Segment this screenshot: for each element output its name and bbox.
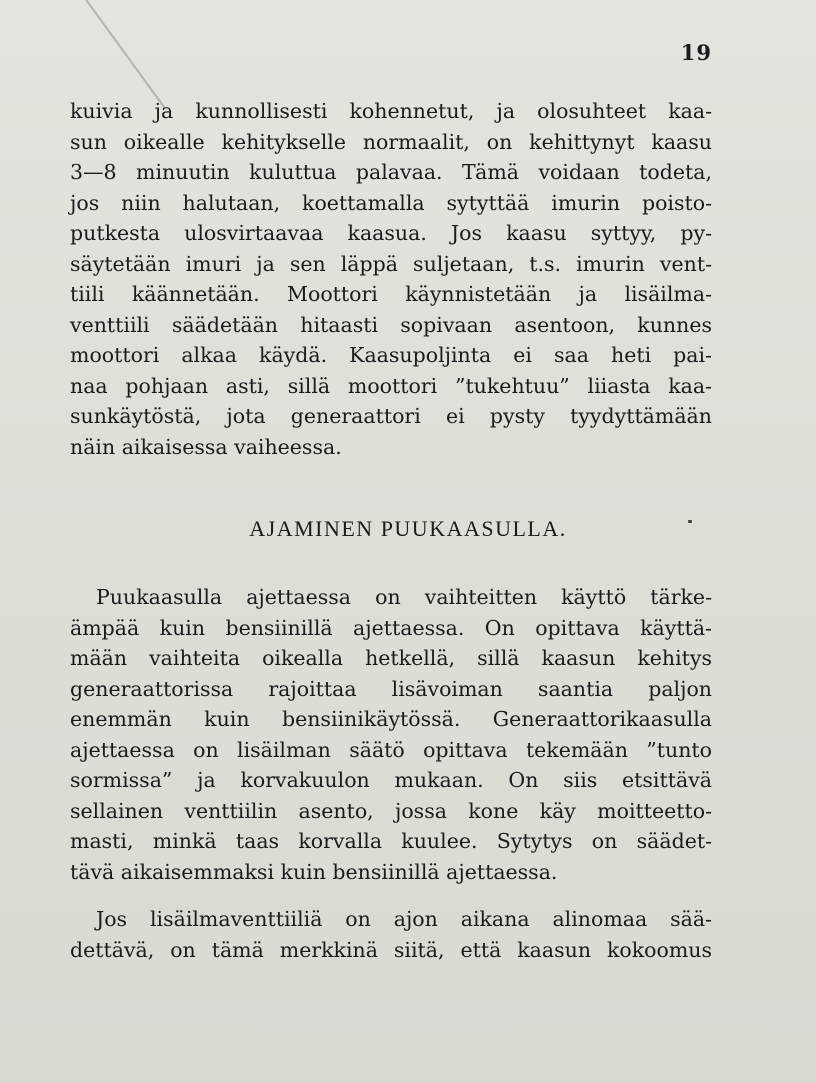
text-line: masti, minkä taas korvalla kuulee. Sytytys on säädet- (70, 829, 712, 853)
text-line: ajettaessa on lisäilman säätö opittava tekemään ”tunto (70, 737, 712, 762)
paragraph-2 (70, 582, 712, 887)
paragraph-3 (70, 904, 712, 965)
text-line: enemmän kuin bensiinikäytössä. Generaattorikaasulla (70, 707, 712, 731)
text-line: generaattorissa rajoittaa lisävoiman saantia paljon (70, 676, 712, 701)
text-line: sormissa” ja korvakuulon mukaan. On siis etsittävä (70, 768, 712, 792)
ink-speck (688, 520, 692, 523)
text-line: sunkäytöstä, jota generaattori ei pysty tyydyttämään (70, 404, 712, 428)
text-line: Puukaasulla ajettaessa on vaihteitten käyttö tärke- (96, 585, 712, 609)
text-line: sun oikealle kehitykselle normaalit, on kehittynyt kaasu (70, 129, 712, 154)
text-line: naa pohjaan asti, sillä moottori ”tukehtuu” liiasta kaa- (70, 373, 712, 398)
text-line: näin aikaisessa vaiheessa. (70, 434, 342, 459)
paragraph-1 (70, 96, 712, 462)
paper-scratch-mark (85, 0, 166, 109)
text-line: tävä aikaisemmaksi kuin bensiinillä ajettaessa. (70, 859, 558, 884)
text-line: mään vaihteita oikealla hetkellä, sillä kaasun kehitys (70, 646, 712, 670)
section-heading: AJAMINEN PUUKAASULLA. (249, 516, 567, 541)
text-line: 3—8 minuutin kuluttua palavaa. Tämä voidaan todeta, (70, 160, 712, 184)
text-line: jos niin halutaan, koettamalla sytyttää imurin poisto- (70, 190, 712, 215)
text-line: säytetään imuri ja sen läppä suljetaan, t.s. imurin vent- (70, 251, 712, 276)
text-line: tiili käännetään. Moottori käynnistetään ja lisäilma- (70, 282, 712, 306)
text-line: dettävä, on tämä merkkinä siitä, että kaasun kokoomus (70, 937, 712, 962)
text-line: kuivia ja kunnollisesti kohennetut, ja olosuhteet kaa- (70, 99, 712, 123)
text-line: Jos lisäilmaventtiiliä on ajon aikana alinomaa sää- (96, 907, 712, 931)
page-number: 19 (680, 40, 712, 65)
text-line: ämpää kuin bensiinillä ajettaessa. On opittava käyttä- (70, 615, 712, 640)
text-line: venttiili säädetään hitaasti sopivaan asentoon, kunnes (70, 312, 712, 337)
text-line: sellainen venttiilin asento, jossa kone käy moitteetto- (70, 798, 712, 823)
text-line: moottori alkaa käydä. Kaasupoljinta ei saa heti pai- (70, 343, 712, 367)
text-line: putkesta ulosvirtaavaa kaasua. Jos kaasu syttyy, py- (70, 221, 712, 245)
